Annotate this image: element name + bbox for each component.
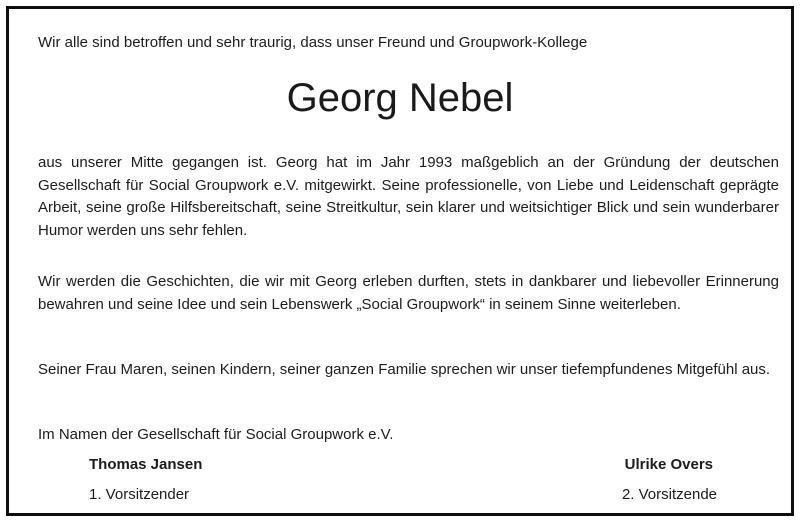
- paragraph-memory: Wir werden die Geschichten, die wir mit Georg erleben durften, stets in dankbarer und liebevoller Erinnerung bewahren und seine Idee und sein Lebenswerk „Social Groupwork“ in seinem Sinne weiterleben.: [38, 273, 779, 313]
- closing-line: Im Namen der Gesellschaft für Social Groupwork e.V.: [38, 426, 394, 443]
- intro-text: Wir alle sind betroffen und sehr traurig, dass unser Freund und Groupwork-Kollege: [38, 34, 588, 51]
- signatory-name-first: Thomas Jansen: [89, 456, 203, 473]
- paragraph-tribute: aus unserer Mitte gegangen ist. Georg hat im Jahr 1993 maßgeblich an der Gründung der deutschen Gesellschaft für Social Groupwork e.V. mitgewirkt. Seine professionelle, von Liebe und Leidenschaft geprägte Arbeit, seine große Hilfsbereitschaft, seine Streitkultur, sein klarer und weitsichtiger Blick und sein wunderbarer Humor werden uns sehr fehlen.: [38, 154, 779, 239]
- paragraph-condolence: Seiner Frau Maren, seinen Kindern, seiner ganzen Familie sprechen wir unser tiefempfundenes Mitgefühl aus.: [38, 361, 771, 378]
- obituary-notice: [6, 6, 794, 516]
- signatory-name-second: Ulrike Overs: [624, 456, 713, 473]
- signatory-role-second: 2. Vorsitzende: [621, 486, 717, 503]
- deceased-name: Georg Nebel: [286, 76, 514, 120]
- signatory-role-first: 1. Vorsitzender: [89, 486, 190, 503]
